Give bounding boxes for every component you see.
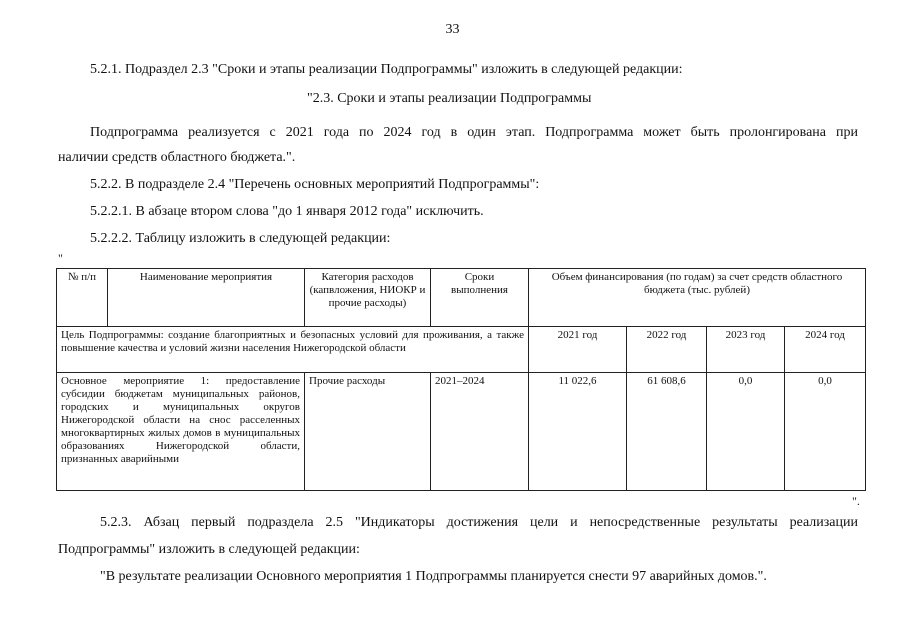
page-number: 33 [445, 22, 460, 37]
main-activity-name: Основное мероприятие 1: предоставление субсидии бюджетам муниципальных районов, городских и муниципальных округов Нижегородской области на снос расселенных многоквартирных жилых домов в муниципальных образованиях Нижегородской области, признанных аварийными [57, 373, 305, 491]
paragraph-5-2-3-line-1: 5.2.3. Абзац первый подраздела 2.5 "Индикаторы достижения цели и непосредственные результаты реализации [100, 515, 858, 530]
subsection-heading: "2.3. Сроки и этапы реализации Подпрограммы [307, 91, 592, 106]
year-2023: 2023 год [707, 327, 785, 373]
goal-cell: Цель Подпрограммы: создание благоприятных и безопасных условий для проживания, а также повышение качества и условий жизни населения Нижегородской области [57, 327, 529, 373]
paragraph-2-3-line-2: наличии средств областного бюджета.". [58, 150, 296, 165]
header-funding: Объем финансирования (по годам) за счет средств областного бюджета (тыс. рублей) [529, 269, 866, 327]
paragraph-5-2-2-2: 5.2.2.2. Таблицу изложить в следующей редакции: [90, 231, 391, 246]
value-2023: 0,0 [707, 373, 785, 491]
paragraph-2-3-line-1: Подпрограмма реализуется с 2021 года по 2024 год в один этап. Подпрограмма может быть пролонгирована при [90, 125, 858, 140]
value-2022: 61 608,6 [627, 373, 707, 491]
value-2024: 0,0 [785, 373, 866, 491]
header-num: № п/п [57, 269, 108, 327]
table-close-quote: ". [852, 494, 860, 508]
table-open-quote: " [58, 251, 63, 265]
header-category: Категория расходов (капвложения, НИОКР и прочие расходы) [305, 269, 431, 327]
main-activity-terms: 2021–2024 [431, 373, 529, 491]
header-terms: Сроки выполнения [431, 269, 529, 327]
main-activity-category: Прочие расходы [305, 373, 431, 491]
header-name: Наименование мероприятия [108, 269, 305, 327]
value-2021: 11 022,6 [529, 373, 627, 491]
year-2022: 2022 год [627, 327, 707, 373]
year-2021: 2021 год [529, 327, 627, 373]
paragraph-5-2-2-1: 5.2.2.1. В абзаце втором слова "до 1 января 2012 года" исключить. [90, 204, 484, 219]
table-row [57, 373, 866, 491]
funding-table [56, 268, 866, 491]
paragraph-5-2-1: 5.2.1. Подраздел 2.3 "Сроки и этапы реализации Подпрограммы" изложить в следующей редакции: [90, 62, 683, 77]
year-2024: 2024 год [785, 327, 866, 373]
table-header-row [57, 269, 866, 327]
table-goal-row [57, 327, 866, 373]
paragraph-result: "В результате реализации Основного мероприятия 1 Подпрограммы планируется снести 97 аварийных домов.". [100, 569, 767, 584]
paragraph-5-2-3-line-2: Подпрограммы" изложить в следующей редакции: [58, 542, 360, 557]
paragraph-5-2-2: 5.2.2. В подразделе 2.4 "Перечень основных мероприятий Подпрограммы": [90, 177, 540, 192]
